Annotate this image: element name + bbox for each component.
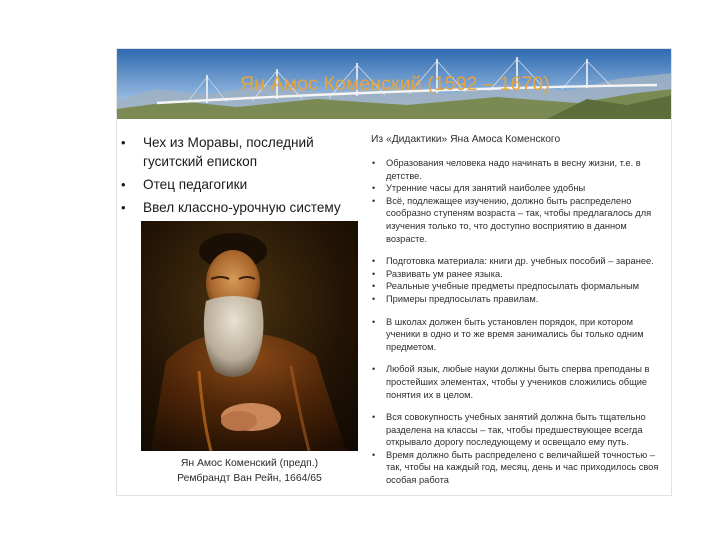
list-item: • Образования человека надо начинать в весну жизни, т.е. в детстве. — [372, 158, 641, 181]
list-item: • Чех из Моравы, последний гуситский епископ — [121, 135, 314, 169]
list-item: • Реальные учебные предметы предпосылать формальным — [372, 281, 640, 292]
list-item: • Утренние часы для занятий наиболее удобны — [372, 183, 586, 194]
bullet-icon: • — [372, 183, 376, 194]
list-item: • Время должно быть распределено с величайшей точностью – так, чтобы на каждый год, месяц, день и час приходилось своя особая работа — [372, 449, 659, 486]
caption-line: Ян Амос Коменский (предп.) — [180, 458, 319, 469]
quotes-heading: Из «Дидактики» Яна Амоса Коменского — [371, 134, 561, 145]
bullet-icon: • — [372, 256, 376, 267]
banner — [117, 49, 672, 119]
list-item: • Подготовка материала: книги др. учебных пособий – заранее. — [372, 256, 654, 267]
quote-group — [371, 316, 667, 354]
bullet-icon: • — [372, 412, 376, 423]
list-item: • Всё, подлежащее изучению, должно быть распределено сообразно ступеням возраста – так, чтобы предлагалось для изучения только то, что доступно восприятию в данном возрасте. — [372, 195, 652, 244]
quote-group — [371, 363, 667, 401]
bullet-icon: • — [372, 364, 376, 375]
bullet-icon: • — [372, 449, 376, 460]
bullet-icon: • — [372, 195, 376, 206]
didactics-quotes — [371, 133, 667, 496]
list-item: • В школах должен быть установлен порядок, при котором ученики в одно и то же время занимались бы только одним предметом. — [372, 316, 644, 352]
list-item: • Вся совокупность учебных занятий должна быть тщательно разделена на классы – так, чтобы предшествующее всегда открывало дорогу последующему и освещало ему путь. — [372, 412, 646, 448]
portrait-image — [141, 221, 358, 451]
bullet-icon: • — [121, 200, 126, 215]
portrait-caption — [141, 457, 358, 486]
bullet-icon: • — [372, 158, 376, 168]
list-item: • Отец педагогики — [121, 177, 248, 192]
slide-title: Ян Амос Коменский (1592 – 1670) — [240, 73, 550, 95]
list-item: • Развивать ум ранее языка. — [372, 268, 503, 279]
list-item: • Примеры предпосылать правилам. — [372, 293, 539, 304]
bullet-icon: • — [372, 268, 376, 279]
list-item: • Ввел классно-урочную систему — [121, 200, 341, 215]
quote-group — [371, 411, 667, 487]
bullet-icon: • — [372, 293, 376, 304]
bullet-icon: • — [121, 177, 126, 192]
bullet-icon: • — [372, 316, 376, 327]
quote-group — [371, 255, 667, 305]
quote-group — [371, 157, 667, 245]
caption-line: Рембрандт Ван Рейн, 1664/65 — [177, 472, 322, 484]
bullet-icon: • — [372, 281, 376, 292]
left-bullet-list — [117, 133, 357, 221]
list-item: • Любой язык, любые науки должны быть сперва преподаны в простейших элементах, чтобы у учеников сложились общие понятия их в целом. — [372, 364, 650, 400]
bullet-icon: • — [121, 135, 126, 150]
slide — [116, 48, 672, 496]
